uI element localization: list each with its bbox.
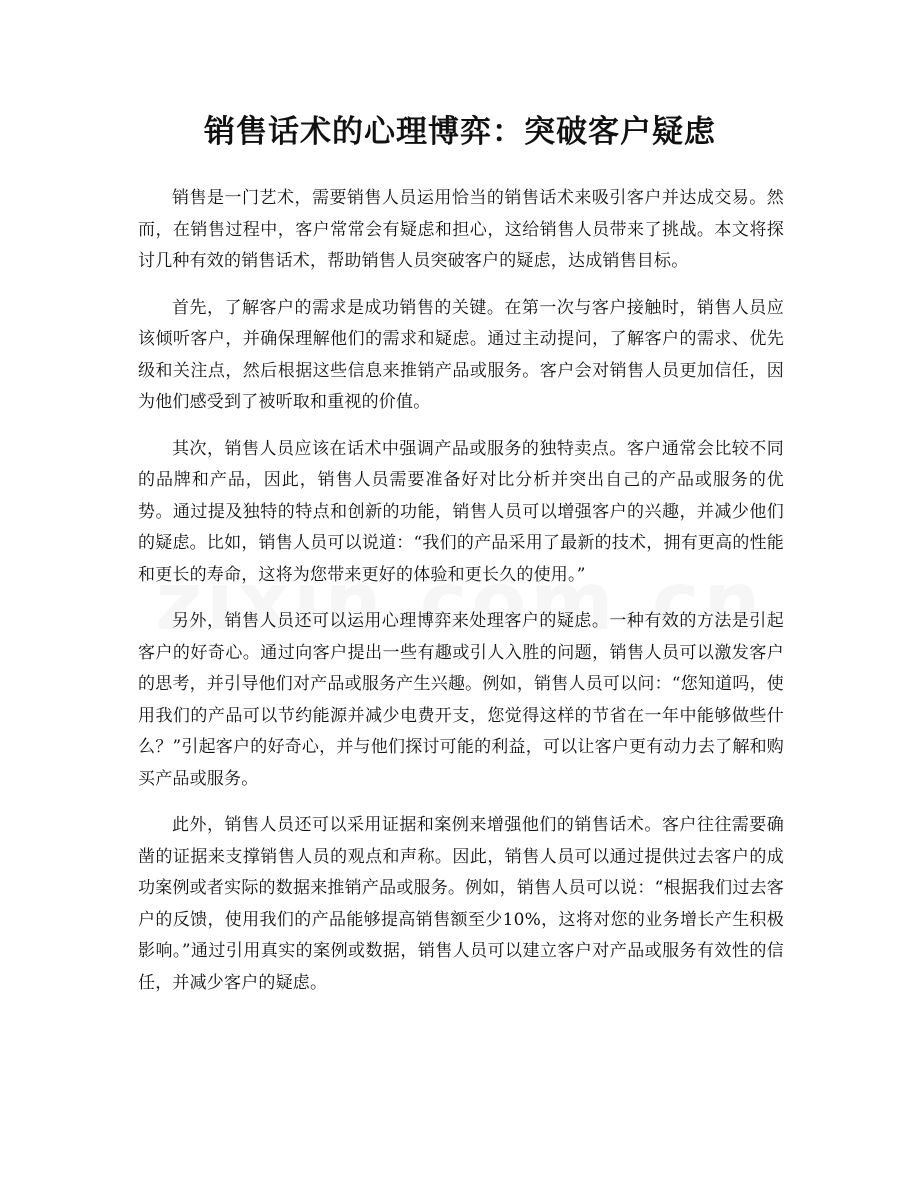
paragraph-understand-needs: 首先，了解客户的需求是成功销售的关键。在第一次与客户接触时，销售人员应该倾听客户，并确保理解他们的需求和疑虑。通过主动提问，了解客户的需求、优先级和关注点，然后根据这些信息来推销产品或服务。客户会对销售人员更加信任，因为他们感受到了被听取和重视的价值。 xyxy=(138,297,784,412)
document-body xyxy=(138,183,784,1014)
page-title: 销售话术的心理博弈：突破客户疑虑 xyxy=(204,114,716,150)
paragraph-intro: 销售是一门艺术，需要销售人员运用恰当的销售话术来吸引客户并达成交易。然而，在销售过程中，客户常常会有疑虑和担心，这给销售人员带来了挑战。本文将探讨几种有效的销售话术，帮助销售人员突破客户的疑虑，达成销售目标。 xyxy=(138,188,784,271)
paragraph-evidence-cases: 此外，销售人员还可以采用证据和案例来增强他们的销售话术。客户往往需要确凿的证据来支撑销售人员的观点和声称。因此，销售人员可以通过提供过去客户的成功案例或者实际的数据来推销产品或服务。例如，销售人员可以说：“根据我们过去客户的反馈，使用我们的产品能够提高销售额至少10%，这将对您的业务增长产生积极影响。”通过引用真实的案例或数据，销售人员可以建立客户对产品或服务有效性的信任，并减少客户的疑虑。 xyxy=(138,815,784,993)
paragraph-unique-selling-points: 其次，销售人员应该在话术中强调产品或服务的独特卖点。客户通常会比较不同的品牌和产品，因此，销售人员需要准备好对比分析并突出自己的产品或服务的优势。通过提及独特的特点和创新的功能，销售人员可以增强客户的兴趣，并减少他们的疑虑。比如，销售人员可以说道：“我们的产品采用了最新的技术，拥有更高的性能和更长的寿命，这将为您带来更好的体验和更长久的使用。” xyxy=(138,438,784,585)
paragraph-curiosity: 另外，销售人员还可以运用心理博弈来处理客户的疑虑。一种有效的方法是引起客户的好奇心。通过向客户提出一些有趣或引人入胜的问题，销售人员可以激发客户的思考，并引导他们对产品或服务产生兴趣。例如，销售人员可以问：“您知道吗，使用我们的产品可以节约能源并减少电费开支，您觉得这样的节省在一年中能够做些什么？”引起客户的好奇心，并与他们探讨可能的利益，可以让客户更有动力去了解和购买产品或服务。 xyxy=(138,611,784,789)
